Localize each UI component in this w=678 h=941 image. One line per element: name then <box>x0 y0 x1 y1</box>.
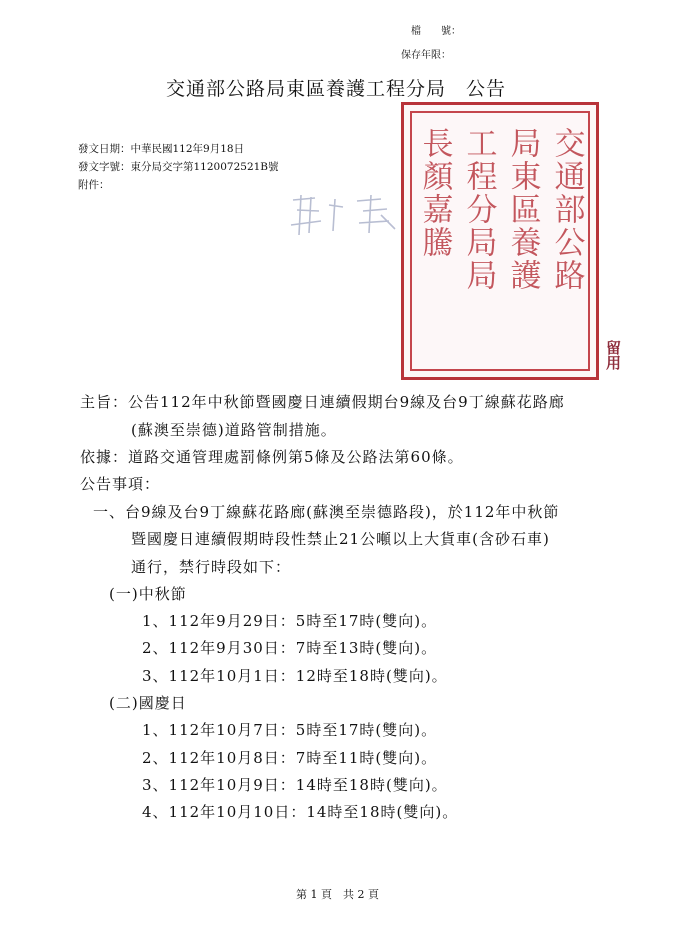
list-item: 3、112年10月1日：12時至18時(雙向)。 <box>142 667 448 685</box>
retention-period-label: 保存年限： <box>401 50 451 61</box>
file-number-label: 檔 號： <box>411 26 461 37</box>
basis: 依據：道路交通管理處罰條例第5條及公路法第60條。 <box>80 448 464 466</box>
official-seal <box>401 102 599 380</box>
subject-line-2: (蘇澳至崇德)道路管制措施。 <box>131 421 337 439</box>
list-item: 1、112年10月7日：5時至17時(雙向)。 <box>142 721 438 739</box>
items-heading: 公告事項： <box>80 475 161 493</box>
item-1-line-1: 一、台9線及台9丁線蘇花路廊(蘇澳至崇德路段)，於112年中秋節 <box>93 503 560 521</box>
seal-text-col-3: 工程分局局 <box>460 127 497 292</box>
section-heading-mid-autumn: (一)中秋節 <box>109 585 187 603</box>
item-1-line-2: 暨國慶日連續假期時段性禁止21公噸以上大貨車(含砂石車) <box>131 530 550 548</box>
page-footer: 第 1 頁 共 2 頁 <box>296 888 379 901</box>
seal-text-col-2: 局東區養護 <box>504 127 541 292</box>
attachment-label: 附件： <box>78 179 110 191</box>
list-item: 3、112年10月9日：14時至18時(雙向)。 <box>142 776 448 794</box>
list-item: 2、112年10月8日：7時至11時(雙向)。 <box>142 749 438 767</box>
side-stamp: 留用 <box>604 340 622 370</box>
page-title: 交通部公路局東區養護工程分局 公告 <box>166 78 507 100</box>
issue-date: 發文日期：中華民國112年9月18日 <box>78 143 245 155</box>
faint-stamp-mark <box>285 185 405 245</box>
list-item: 4、112年10月10日：14時至18時(雙向)。 <box>142 803 459 821</box>
list-item: 2、112年9月30日：7時至13時(雙向)。 <box>142 639 438 657</box>
seal-text-col-1: 交通部公路 <box>548 127 585 292</box>
item-1-line-3: 通行，禁行時段如下： <box>131 558 292 576</box>
seal-text-col-4: 長顏嘉騰 <box>416 127 453 259</box>
document-reference: 發文字號：東分局交字第1120072521B號 <box>78 161 279 173</box>
list-item: 1、112年9月29日：5時至17時(雙向)。 <box>142 612 438 630</box>
section-heading-national-day: (二)國慶日 <box>109 694 187 712</box>
subject-line-1: 主旨：公告112年中秋節暨國慶日連續假期台9線及台9丁線蘇花路廊 <box>80 393 565 411</box>
